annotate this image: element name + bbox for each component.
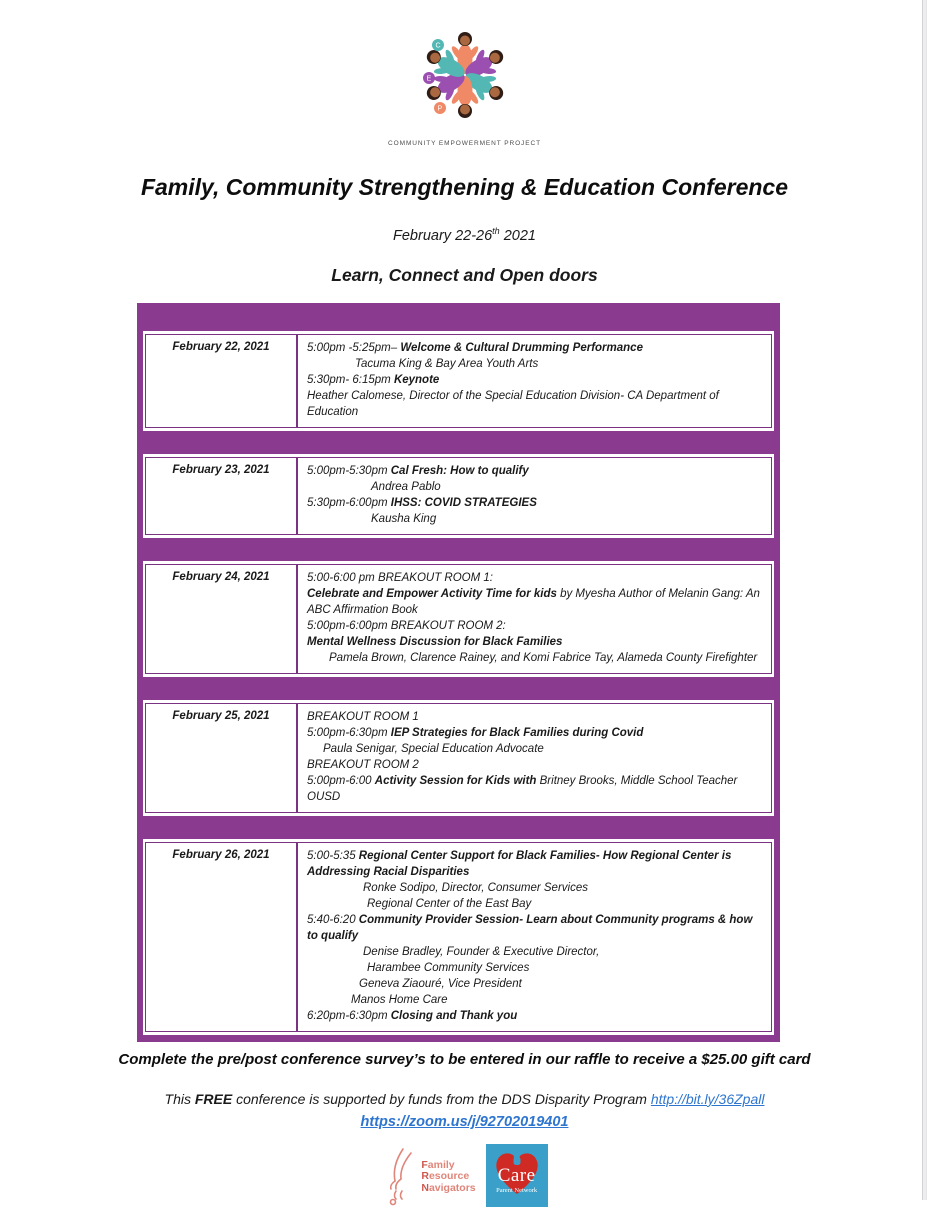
table-row: [145, 334, 772, 428]
session-title-text: Activity Session for Kids with: [374, 774, 537, 787]
session-line: [307, 741, 761, 757]
session-title-text: Celebrate and Empower Activity Time for kids: [307, 587, 557, 600]
session-text: 5:00-5:35: [307, 849, 359, 862]
session-text: Heather Calomese, Director of the Special Education Division- CA Department of Education: [307, 389, 719, 418]
schedule-table: [137, 303, 780, 1042]
session-line: [307, 709, 761, 725]
session-line: [307, 725, 761, 741]
svg-text:P: P: [437, 105, 442, 113]
table-separator-band: [143, 431, 774, 454]
frn-wordmark: [421, 1160, 475, 1195]
session-line: [307, 479, 761, 495]
date-cell: February 26, 2021: [146, 843, 298, 1031]
conference-dates: [0, 226, 929, 244]
session-title-text: Regional Center Support for Black Families- How Regional Center is Addressing Racial Disparities: [307, 849, 732, 878]
session-line: [307, 912, 761, 944]
session-text: 5:00pm-6:30pm: [307, 726, 391, 739]
support-rest: conference is supported by funds from the DDS Disparity Program: [232, 1090, 651, 1107]
session-line: [307, 773, 761, 805]
session-text: 5:00pm-6:00: [307, 774, 375, 787]
session-text: Andrea Pablo: [371, 480, 441, 493]
frn-hand-icon: [381, 1147, 421, 1207]
logo-badge-p: [434, 102, 446, 114]
session-line: [307, 388, 761, 420]
session-line: [307, 495, 761, 511]
session-line: [307, 511, 761, 527]
bitly-link[interactable]: http://bit.ly/36Zpall: [650, 1090, 765, 1107]
session-line: [307, 586, 761, 618]
session-text: 5:30pm- 6:15pm: [307, 373, 394, 386]
session-text: 5:00pm-5:30pm: [307, 464, 391, 477]
frn-line-1: Family: [421, 1158, 455, 1171]
session-text: Kausha King: [371, 512, 437, 525]
session-text: 5:30pm-6:00pm: [307, 496, 391, 509]
care-parent-network-logo: [486, 1144, 548, 1207]
session-cell: [298, 335, 771, 427]
session-line: [307, 976, 761, 992]
session-title-text: Community Provider Session- Learn about Community programs & how to qualify: [307, 913, 753, 942]
session-text: Regional Center of the East Bay: [367, 897, 532, 910]
support-prefix: This: [164, 1090, 195, 1107]
session-cell: [298, 704, 771, 812]
session-text: 6:20pm-6:30pm: [307, 1009, 391, 1022]
svg-text:C: C: [434, 42, 441, 50]
frn-line-2: Resource: [421, 1170, 470, 1183]
table-separator-band: [143, 538, 774, 561]
session-line: [307, 650, 761, 666]
session-line: [307, 757, 761, 773]
table-separator-band: [143, 816, 774, 839]
session-title-text: Cal Fresh: How to qualify: [390, 464, 529, 477]
session-line: [307, 1008, 761, 1024]
header-logo-block: [0, 0, 929, 147]
table-separator-band: [143, 677, 774, 700]
session-text: by Myesha Author of Melanin Gang: An ABC Affirmation Book: [307, 587, 760, 616]
family-resource-navigators-logo: [381, 1147, 475, 1207]
session-title-text: Keynote: [393, 373, 440, 386]
date-cell: February 24, 2021: [146, 565, 298, 673]
table-header-band: [143, 303, 774, 331]
table-row: [145, 564, 772, 674]
date-cell: February 22, 2021: [146, 335, 298, 427]
table-row: [145, 703, 772, 813]
tagline: Learn, Connect and Open doors: [331, 264, 598, 285]
session-text: Harambee Community Services: [367, 961, 530, 974]
support-line: [0, 1091, 929, 1107]
session-text: Denise Bradley, Founder & Executive Director,: [363, 945, 600, 958]
session-line: [307, 618, 761, 634]
session-text: 5:00pm -5:25pm–: [307, 341, 401, 354]
session-line: [307, 356, 761, 372]
date-superscript: th: [492, 226, 500, 236]
session-text: BREAKOUT ROOM 2: [307, 758, 419, 771]
session-text: Tacuma King & Bay Area Youth Arts: [355, 357, 539, 370]
date-suffix: 2021: [499, 227, 536, 244]
support-free: FREE: [194, 1090, 233, 1107]
session-cell: [298, 565, 771, 673]
session-line: [307, 570, 761, 586]
session-text: Geneva Ziaouré, Vice President: [359, 977, 522, 990]
svg-text:E: E: [426, 75, 431, 83]
session-line: [307, 848, 761, 880]
session-line: [307, 880, 761, 896]
logo-badge-c: [432, 39, 444, 51]
session-cell: [298, 843, 771, 1031]
sponsor-logos: [0, 1144, 929, 1207]
session-line: [307, 992, 761, 1008]
session-text: Britney Brooks, Middle School Teacher OUSD: [307, 774, 738, 803]
session-title-text: IHSS: COVID STRATEGIES: [390, 496, 537, 509]
zoom-meeting-link[interactable]: https://zoom.us/j/92702019401: [360, 1113, 569, 1130]
session-line: [307, 340, 761, 356]
session-text: Ronke Sodipo, Director, Consumer Services: [363, 881, 588, 894]
session-text: BREAKOUT ROOM 1: [307, 710, 419, 723]
date-prefix: February 22-26: [393, 227, 493, 244]
table-row: [145, 457, 772, 535]
care-subtitle: Parent Network: [496, 1186, 538, 1194]
session-title-text: Mental Wellness Discussion for Black Families: [307, 635, 563, 648]
session-text: 5:00pm-6:00pm BREAKOUT ROOM 2:: [307, 619, 506, 632]
logo-caption: COMMUNITY EMPOWERMENT PROJECT: [388, 140, 541, 147]
session-text: 5:00-6:00 pm BREAKOUT ROOM 1:: [307, 571, 493, 584]
session-line: [307, 960, 761, 976]
session-line: [307, 944, 761, 960]
page-title: Family, Community Strengthening & Education Conference: [140, 174, 789, 200]
session-cell: [298, 458, 771, 534]
session-text: Pamela Brown, Clarence Rainey, and Komi Fabrice Tay, Alameda County Firefighter: [329, 651, 758, 664]
frn-line-3: Navigators: [421, 1181, 476, 1194]
date-cell: February 25, 2021: [146, 704, 298, 812]
session-title-text: Closing and Thank you: [390, 1009, 518, 1022]
session-text: Manos Home Care: [351, 993, 448, 1006]
session-title-text: IEP Strategies for Black Families during Covid: [390, 726, 644, 739]
session-line: [307, 634, 761, 650]
session-text: Paula Senigar, Special Education Advocate: [323, 742, 544, 755]
session-line: [307, 372, 761, 388]
table-row: [145, 842, 772, 1032]
right-edge-divider: [922, 0, 927, 1200]
care-title: Care: [497, 1164, 536, 1186]
session-title-text: Welcome & Cultural Drumming Performance: [400, 341, 643, 354]
date-cell: February 23, 2021: [146, 458, 298, 534]
session-line: [307, 896, 761, 912]
community-empowerment-logo-icon: [404, 22, 526, 134]
logo-badge-e: [423, 72, 435, 84]
session-text: 5:40-6:20: [307, 913, 359, 926]
session-line: [307, 463, 761, 479]
survey-note: Complete the pre/post conference survey’s to be entered in our raffle to receive a $25.00 gift card: [118, 1050, 811, 1068]
